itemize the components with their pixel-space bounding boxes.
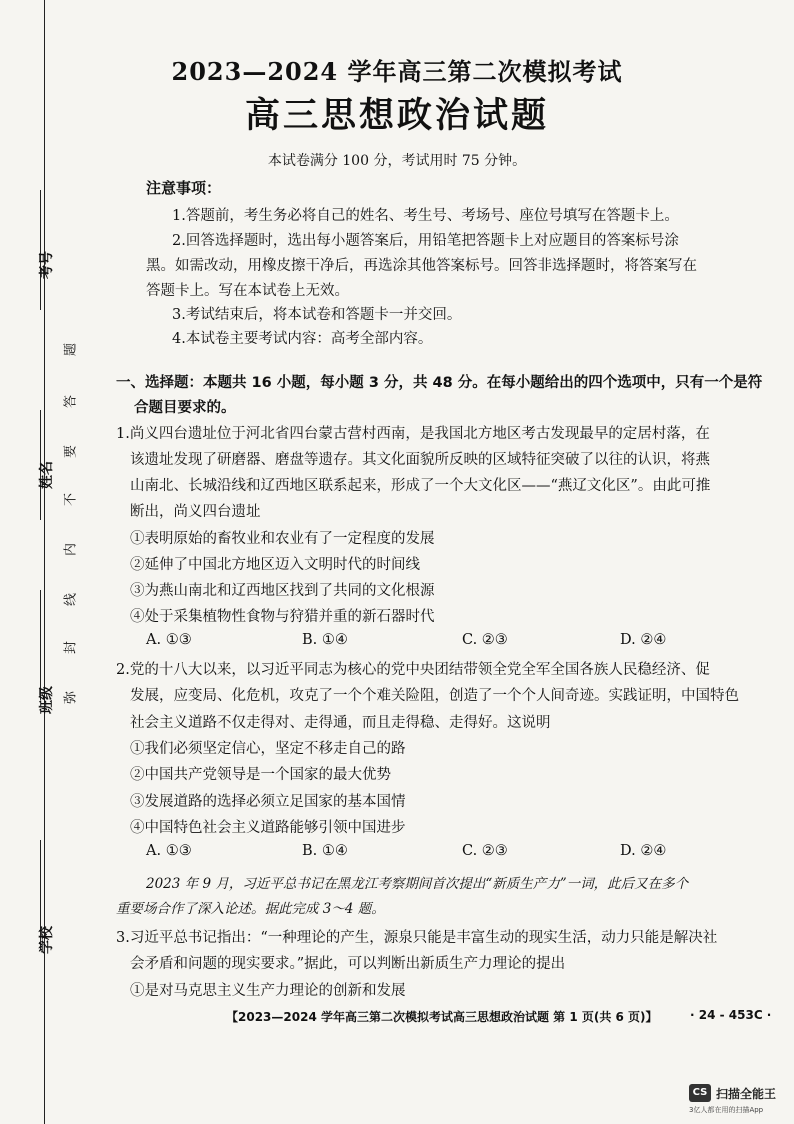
notes-title: 注意事项： [146,179,222,197]
q2-choice-d: D. ②④ [620,843,667,859]
q1-choice-c: C. ②③ [462,632,508,648]
q2-choice-b: B. ①④ [302,843,348,859]
note-line: 1.答题前，考生务必将自己的姓名、考生号、考场号、座位号填写在答题卡上。 [172,208,679,224]
camscanner-logo-icon: CS [689,1084,711,1102]
q2-option: ④中国特色社会主义道路能够引领中国进步 [130,820,406,836]
page-footer: 【2023—2024 学年高三第二次模拟考试高三思想政治试题 第 1 页(共 6 页)】 [226,1010,658,1024]
q2-option: ③发展道路的选择必须立足国家的基本国情 [130,794,406,810]
exam-title: 2023—2024 学年高三第二次模拟考试 [171,57,623,86]
note-line: 答题卡上。写在本试卷上无效。 [146,283,349,299]
camscanner-name: 扫描全能王 [716,1087,777,1101]
q3-option: ①是对马克思主义生产力理论的创新和发展 [130,983,406,999]
q2-stem: 2.党的十八大以来，以习近平同志为核心的党中央团结带领全党全军全国各族人民稳经济、促 [116,662,710,678]
q1-option: ③为燕山南北和辽西地区找到了共同的文化根源 [130,583,435,599]
seal-char: 不 [63,493,79,507]
q1-stem: 山南北、长城沿线和辽西地区联系起来，形成了一个大文化区——“燕辽文化区”。由此可推 [130,478,711,494]
exam-number-label: 考号 [39,251,55,279]
seal-char: 封 [63,641,79,655]
seal-char: 要 [63,445,79,459]
q1-option: ②延伸了中国北方地区迈入文明时代的时间线 [130,557,420,573]
q2-stem: 社会主义道路不仅走得对、走得通，而且走得稳、走得好。这说明 [130,715,551,731]
paper-code: · 24 - 453C · [690,1008,772,1022]
note-line: 2.回答选择题时，选出每小题答案后，用铅笔把答题卡上对应题目的答案标号涂 [172,233,679,249]
q1-stem: 1.尚义四台遗址位于河北省四台蒙古营村西南，是我国北方地区考古发现最早的定居村落，在 [116,426,710,442]
seal-char: 答 [63,395,79,409]
q1-stem: 断出，尚义四台遗址 [130,504,261,520]
q2-choice-c: C. ②③ [462,843,508,859]
class-label: 班级 [39,686,55,714]
seal-char: 题 [63,343,79,357]
exam-info: 本试卷满分 100 分，考试用时 75 分钟。 [267,153,527,169]
q1-choice-a: A. ①③ [146,632,192,648]
section-heading-cont: 合题目要求的。 [134,400,236,416]
note-line: 黑。如需改动，用橡皮擦干净后，再选涂其他答案标号。回答非选择题时，将答案写在 [146,258,697,274]
q2-option: ②中国共产党领导是一个国家的最大优势 [130,767,391,783]
intro-text: 2023 年 9 月，习近平总书记在黑龙江考察期间首次提出“新质生产力”一词，此后又在多个 [146,876,689,892]
section-heading: 一、选择题：本题共 16 小题，每小题 3 分，共 48 分。在每小题给出的四个选项中，只有一个是符 [116,375,763,391]
q2-choice-a: A. ①③ [146,843,192,859]
q1-stem: 该遗址发现了研磨器、磨盘等遗存。其文化面貌所反映的区域特征突破了以往的认识，将燕 [130,452,710,468]
note-line: 3.考试结束后，将本试卷和答题卡一并交回。 [172,307,462,323]
name-label: 姓名 [39,461,55,489]
q2-stem: 发展，应变局、化危机，攻克了一个个难关险阻，创造了一个个人间奇迹。实践证明，中国特色 [130,688,739,704]
q3-stem: 会矛盾和问题的现实要求。”据此，可以判断出新质生产力理论的提出 [130,956,566,972]
q1-option: ④处于采集植物性食物与狩猎并重的新石器时代 [130,609,435,625]
seal-char: 内 [63,543,79,557]
q1-choice-d: D. ②④ [620,632,667,648]
intro-text: 重要场合作了深入论述。据此完成 3～4 题。 [116,901,385,917]
q3-stem: 3.习近平总书记指出：“一种理论的产生，源泉只能是丰富生动的现实生活，动力只能是解决社 [116,930,718,946]
q1-choice-b: B. ①④ [302,632,348,648]
seal-char: 弥 [63,691,79,705]
subject-title: 高三思想政治试题 [244,96,549,136]
camscanner-tagline: 3亿人都在用的扫描App [689,1106,764,1114]
q1-option: ①表明原始的畜牧业和农业有了一定程度的发展 [130,531,435,547]
note-line: 4.本试卷主要考试内容：高考全部内容。 [172,331,433,347]
q2-option: ①我们必须坚定信心，坚定不移走自己的路 [130,741,406,757]
seal-char: 线 [63,593,79,607]
school-label: 学校 [39,926,55,954]
